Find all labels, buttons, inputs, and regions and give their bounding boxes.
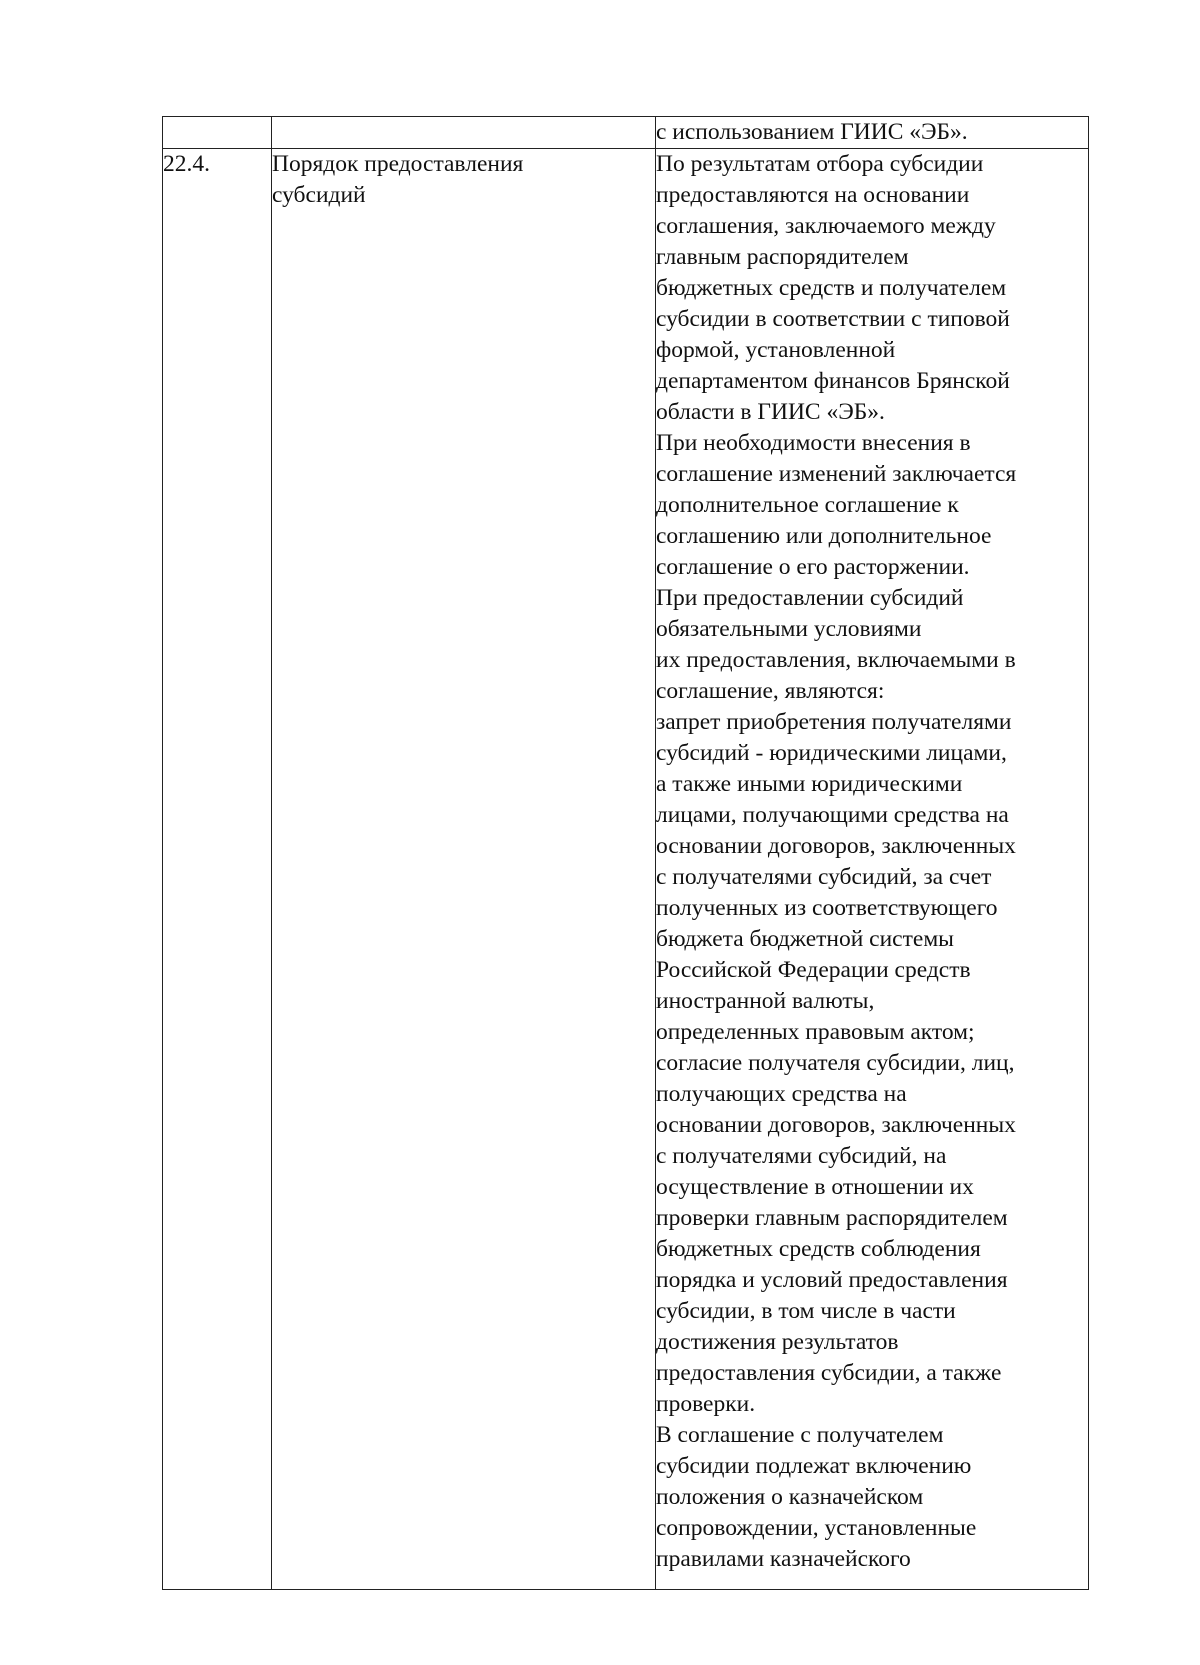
content-line: соглашению или дополнительное — [656, 523, 992, 549]
content-line: В соглашение с получателем — [656, 1422, 944, 1448]
content-line: формой, установленной — [656, 337, 896, 363]
content-line: основании договоров, заключенных — [656, 1112, 1016, 1138]
content-line: порядка и условий предоставления — [656, 1267, 1008, 1293]
content-line: их предоставления, включаемыми в — [656, 647, 1016, 673]
content-line: достижения результатов — [656, 1329, 899, 1355]
content-line: положения о казначейском — [656, 1484, 924, 1510]
content-line: определенных правовым актом; — [656, 1019, 975, 1045]
section-title-cell — [272, 149, 656, 1590]
content-line: субсидии, в том числе в части — [656, 1298, 956, 1324]
content-line: запрет приобретения получателями — [656, 709, 1012, 735]
content-line: соглашения, заключаемого между — [656, 213, 996, 239]
content-line: проверки главным распорядителем — [656, 1205, 1008, 1231]
content-line: осуществление в отношении их — [656, 1174, 974, 1200]
content-line: бюджета бюджетной системы — [656, 926, 954, 952]
content-line: получающих средства на — [656, 1081, 907, 1107]
content-line: сопровождении, установленные — [656, 1515, 977, 1541]
content-line: субсидии в соответствии с типовой — [656, 306, 1010, 332]
content-line: При предоставлении субсидий — [656, 585, 964, 611]
content-line: лицами, получающими средства на — [656, 802, 1009, 828]
section-content-cell — [656, 149, 1089, 1590]
content-line: предоставляются на основании — [656, 182, 970, 208]
section-number: 22.4. — [163, 151, 210, 177]
section-title-line: Порядок предоставления — [272, 151, 524, 177]
content-line: Российской Федерации средств — [656, 957, 971, 983]
continuation-text-cell — [656, 117, 1089, 149]
content-line: При необходимости внесения в — [656, 430, 971, 456]
content-line: соглашение, являются: — [656, 678, 885, 704]
content-line: дополнительное соглашение к — [656, 492, 959, 518]
content-line: согласие получателя субсидии, лиц, — [656, 1050, 1015, 1076]
title-cell-empty — [272, 117, 656, 149]
content-line: департаментом финансов Брянской — [656, 368, 1010, 394]
content-line: соглашение изменений заключается — [656, 461, 1017, 487]
content-line: с получателями субсидий, за счет — [656, 864, 992, 890]
content-line: бюджетных средств соблюдения — [656, 1236, 981, 1262]
content-line: бюджетных средств и получателем — [656, 275, 1007, 301]
content-line: области в ГИИС «ЭБ». — [656, 399, 885, 425]
regulation-table — [162, 116, 1089, 1590]
content-line: полученных из соответствующего — [656, 895, 998, 921]
content-line: соглашение о его расторжении. — [656, 554, 970, 580]
number-cell-empty — [163, 117, 272, 149]
continuation-text: с использованием ГИИС «ЭБ». — [656, 119, 968, 145]
content-line: проверки. — [656, 1391, 756, 1417]
content-line: обязательными условиями — [656, 616, 922, 642]
content-line: иностранной валюты, — [656, 988, 875, 1014]
table-row-continuation — [163, 117, 1089, 149]
content-line: главным распорядителем — [656, 244, 909, 270]
content-line: с получателями субсидий, на — [656, 1143, 947, 1169]
content-line: субсидии подлежат включению — [656, 1453, 972, 1479]
content-line: а также иными юридическими — [656, 771, 963, 797]
section-title-line: субсидий — [272, 182, 366, 208]
table-row-22-4 — [163, 149, 1089, 1590]
content-line: правилами казначейского — [656, 1546, 911, 1572]
content-line: субсидий - юридическими лицами, — [656, 740, 1007, 766]
content-line: предоставления субсидии, а также — [656, 1360, 1002, 1386]
section-number-cell — [163, 149, 272, 1590]
content-line: По результатам отбора субсидии — [656, 151, 984, 177]
content-line: основании договоров, заключенных — [656, 833, 1016, 859]
